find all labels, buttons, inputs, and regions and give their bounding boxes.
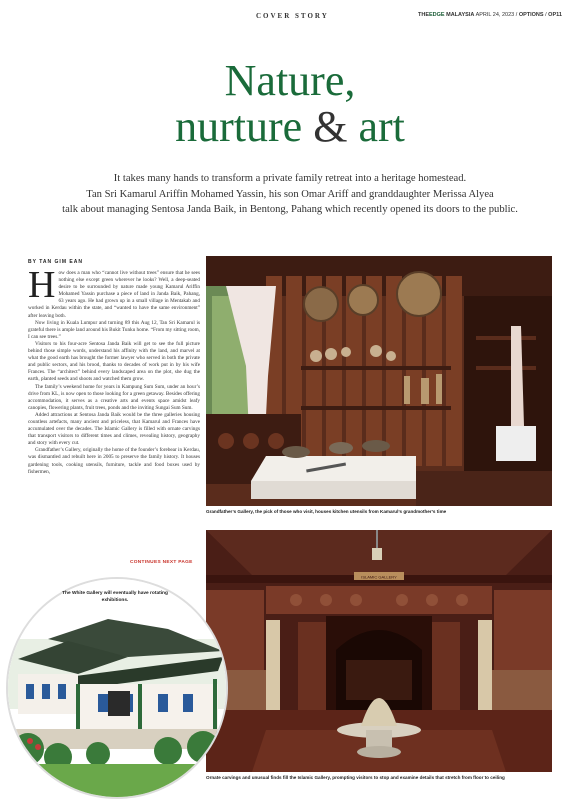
- photo-caption-white-gallery: The White Gallery will eventually have rotating exhibitions.: [62, 591, 168, 603]
- gallery-sign-text: ISLAMIC GALLERY: [361, 574, 397, 580]
- section-name: OPTIONS: [518, 12, 544, 18]
- paragraph-text: ow does a man who “cannot live without trees” ensure that he sees nothing else except green wherever he looks? Well, a deep-seated desire to be surrounded by nature made young Kamarul Ariffin Mohamed Yassin purchase a piece of land in Janda Baik, Pahang, 63 years ago. He had grown up in a small village in Mentakab and worked in Kerdau within the state, and “wanted to have the same environment” after leaving both.: [28, 270, 200, 319]
- photo-caption-islamic-gallery: Ornate carvings and unusual finds fill the Islamic Gallery, prompting visitors to stop and examine details that stretch from floor to ceiling: [206, 775, 505, 780]
- article-paragraph: The family’s weekend home for years in Kampung Sum Sum, under an hour’s drive from KL, is now open to those looking for a green getaway. Besides offering accommodation, it serves as a creative arts and events space amidst leafy canopies, flowering plants, fruit trees, ponds and the inviting Sungai Sum Sum.: [28, 383, 200, 411]
- article-paragraph: [28, 270, 200, 320]
- issue-date: APRIL 24, 2023: [475, 12, 515, 18]
- photo-caption-grandfathers-gallery: Grandfather’s Gallery, the pick of those who visit, houses kitchen utensils from Kamarul’s grandmother’s time: [206, 509, 447, 514]
- drop-cap: H: [28, 270, 56, 306]
- headline-line1: Nature,: [224, 56, 356, 105]
- headline-word-art: art: [358, 102, 405, 151]
- white-gallery-illustration: [8, 579, 226, 797]
- continues-next-page-link[interactable]: CONTINUES NEXT PAGE: [130, 560, 193, 565]
- article-paragraph: Grandfather’s Gallery, originally the home of the founder’s forebear in Kerdau, was dismantled and rebuilt here in 2005 to preserve the family history. It houses gardening tools, cooking utensils, furniture, tackle and food boxes used by fishermen,: [28, 447, 200, 475]
- photo-grandfathers-gallery: [206, 256, 552, 506]
- standfirst-line1: It takes many hands to transform a private family retreat into a heritage homestead.: [113, 173, 467, 184]
- article-paragraph: Now living in Kuala Lumpur and turning 89 this Aug 12, Tan Sri Kamarul is grateful there is ample land around his Bukit Tunku home. “From my sitting room, I can see trees.”: [28, 319, 200, 340]
- grandfathers-gallery-illustration: [206, 256, 552, 506]
- pub-prefix: THE: [418, 12, 429, 18]
- pub-name: EDGE: [429, 12, 445, 18]
- pub-suffix: MALAYSIA: [446, 12, 475, 18]
- photo-white-gallery: [6, 577, 228, 799]
- byline: BY TAN GIM EAN: [28, 259, 83, 265]
- standfirst-line2: Tan Sri Kamarul Ariffin Mohamed Yassin, his son Omar Ariff and granddaughter Merissa Alyea: [86, 188, 494, 200]
- headline-ampersand: &: [313, 102, 348, 151]
- separator: /: [545, 12, 549, 18]
- section-label: COVER STORY: [256, 12, 329, 20]
- headline-word-nurture: nurture: [175, 102, 303, 151]
- headline-line2: [0, 104, 580, 150]
- standfirst: [30, 171, 550, 218]
- article-body: [28, 270, 200, 562]
- page-number: OP11: [548, 12, 562, 18]
- article-paragraph: Visitors to his four-acre Sentosa Janda Baik will get to see the full picture behind those simple words, understand his affinity with the land, and marvel at what the good earth has brought the former lawyer who served in both the private and public sectors, and his brood, thanks to decades of work put in by his wife Frances. The “architect” behind every landscaped area on the plot, she dug the earth, planted seeds and shoots and watched them grow.: [28, 340, 200, 383]
- separator: /: [515, 12, 519, 18]
- article-paragraph: Added attractions at Sentosa Janda Baik would be the three galleries housing countless artefacts, many ancient and priceless, that Kamarul and Frances have accumulated over the decades. The Islamic Gallery is filled with ornate carvings that transport visitors to different times and climes, revealing history, geography and story with every cut.: [28, 411, 200, 447]
- islamic-gallery-illustration: [206, 530, 552, 772]
- headline: [0, 58, 580, 150]
- page-header: [418, 12, 562, 18]
- photo-islamic-gallery: [206, 530, 552, 772]
- standfirst-line3: talk about managing Sentosa Janda Baik, in Bentong, Pahang which recently opened its doors to the public.: [62, 204, 518, 215]
- publication-name: [418, 12, 474, 18]
